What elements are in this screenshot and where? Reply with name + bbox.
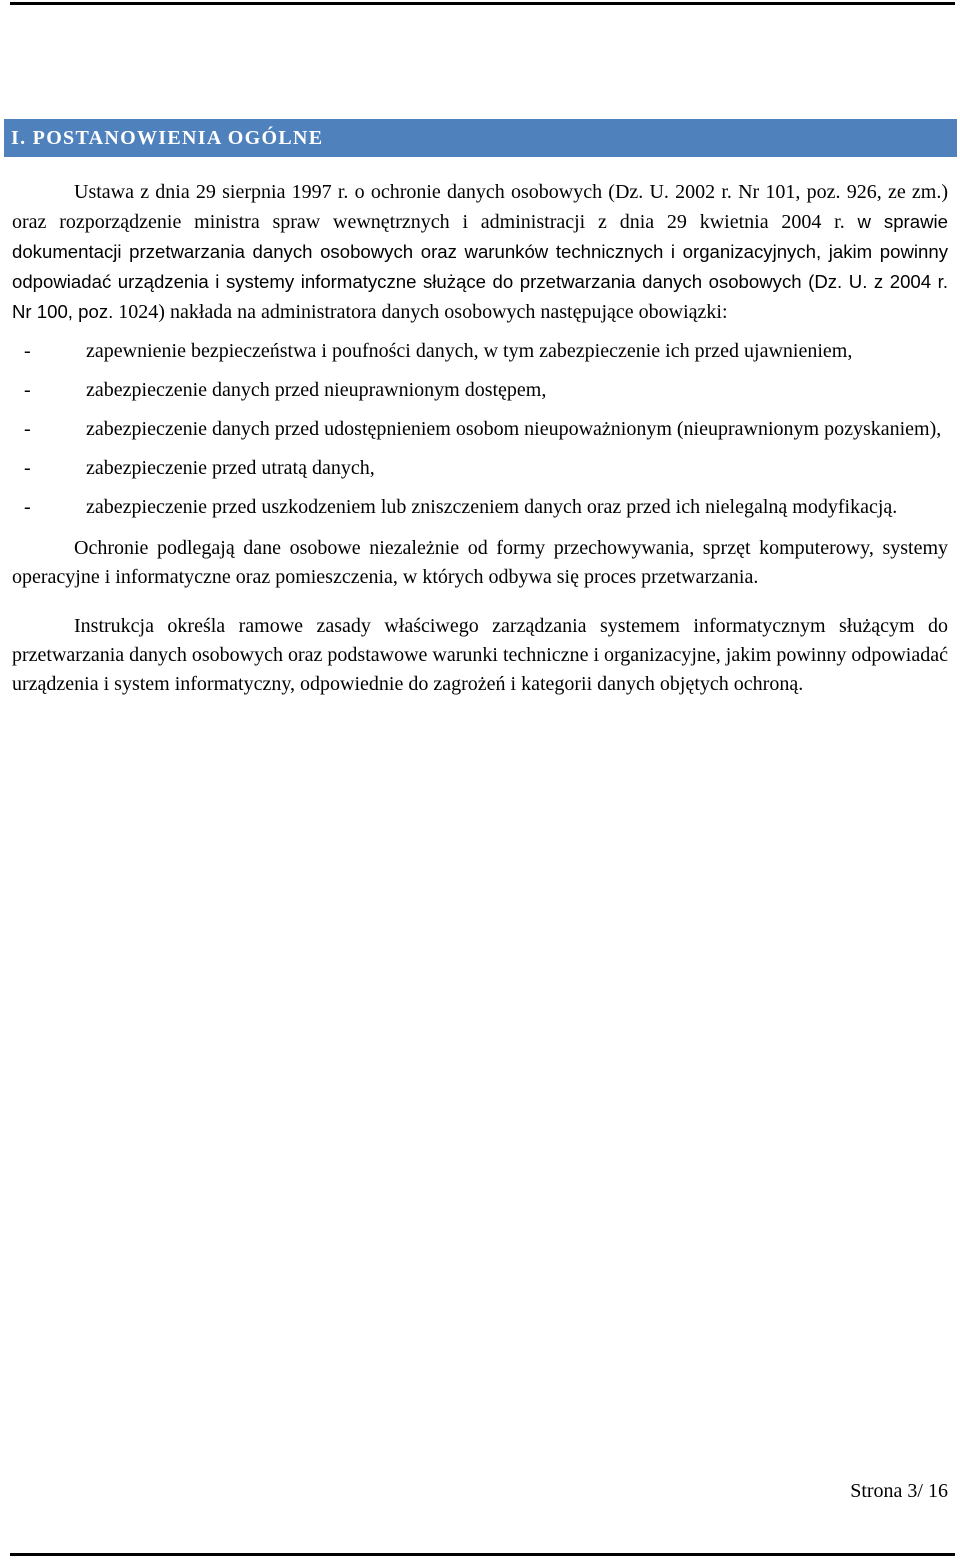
list-item [12, 337, 948, 366]
list-dash: - [24, 379, 31, 401]
intro-paragraph [12, 178, 948, 327]
list-item [12, 493, 948, 522]
list-item-text: zapewnienie bezpieczeństwa i poufności danych, w tym zabezpieczenie ich przed ujawnieniem, [86, 340, 853, 362]
list-item-text: zabezpieczenie przed utratą danych, [86, 457, 375, 479]
list-item-text: zabezpieczenie danych przed udostępnieniem osobom nieupoważnionym (nieuprawnionym pozyskaniem), [86, 418, 942, 440]
page-number: Strona 3/ 16 [850, 1480, 948, 1502]
list-dash: - [24, 457, 31, 479]
bottom-rule [10, 1553, 955, 1556]
list-item [12, 454, 948, 483]
obligations-list [12, 337, 948, 522]
intro-text-part3: 1024) nakłada na administratora danych osobowych następujące obowiązki: [118, 301, 728, 323]
top-rule [10, 2, 955, 5]
list-item-text: zabezpieczenie danych przed nieuprawnionym dostępem, [86, 379, 547, 401]
intro-text-part2: w sprawie dokumentacji przetwarzania danych osobowych oraz warunków technicznych i organizacyjnych, jakim powinny odpowiadać urządzenia i systemy informatyczne służące do przetwarzania danych osobowych (Dz. U. z 2004 r. Nr 100, poz. [12, 211, 948, 322]
intro-text-part1: Ustawa z dnia 29 sierpnia 1997 r. o ochronie danych osobowych (Dz. U. 2002 r. Nr 101, poz. 926, ze zm.) oraz rozporządzenie ministra spraw wewnętrznych i administracji z dnia 29 kwietnia 2004 r. [12, 181, 948, 233]
list-item [12, 376, 948, 405]
document-body [12, 178, 948, 699]
list-dash: - [24, 418, 31, 440]
section-heading-bar [4, 119, 957, 157]
instruction-paragraph: Instrukcja określa ramowe zasady właściwego zarządzania systemem informatycznym służącym do przetwarzania danych osobowych oraz podstawowe warunki techniczne i organizacyjne, jakim powinny odpowiadać urządzenia i system informatyczny, odpowiednie do zagrożeń i kategorii danych objętych ochroną. [12, 615, 948, 695]
list-dash: - [24, 496, 31, 518]
list-dash: - [24, 340, 31, 362]
section-heading: I. POSTANOWIENIA OGÓLNE [11, 127, 324, 149]
list-item-text: zabezpieczenie przed uszkodzeniem lub zniszczeniem danych oraz przed ich nielegalną modyfikacją. [86, 496, 898, 518]
protection-paragraph: Ochronie podlegają dane osobowe niezależnie od formy przechowywania, sprzęt komputerowy, systemy operacyjne i informatyczne oraz pomieszczenia, w których odbywa się proces przetwarzania. [12, 537, 948, 588]
list-item [12, 415, 948, 444]
